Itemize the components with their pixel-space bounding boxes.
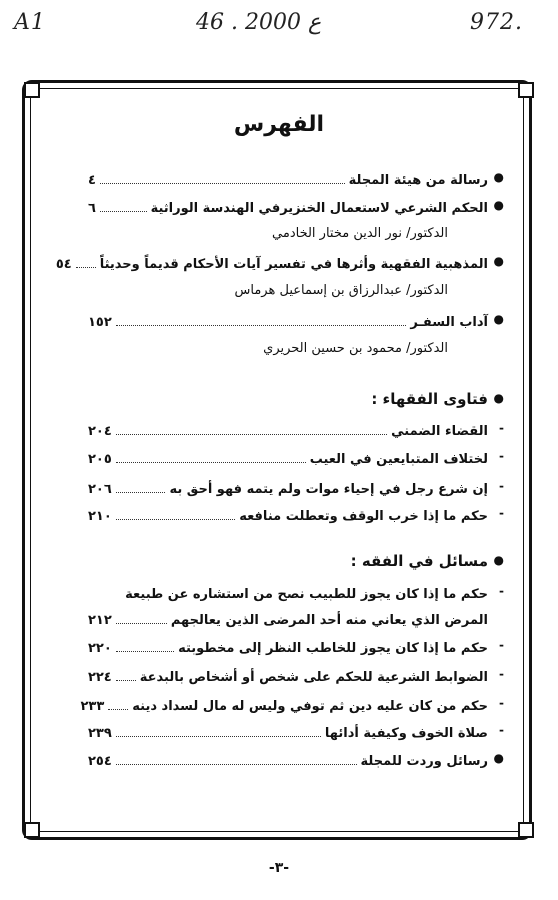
toc-entry-title: حكم ما إذا كان يجوز للطبيب نصح من استشاره عن طبيعة [125,587,488,602]
leader-dots [116,434,387,435]
leader-dots [100,211,147,212]
toc-entry-title: المذهبية الفقهية وأثرها في تفسير آيات الأحكام قديماً وحديثاً [99,257,488,272]
handwritten-code-middle: 46 . ع 2000 [196,10,322,35]
toc-entry [55,252,504,272]
dash-icon: - [499,421,504,435]
dash-icon: - [499,584,504,598]
border-corner-ornament [518,82,534,98]
leader-dots [116,764,357,765]
toc-entry [88,477,504,497]
dash-icon: - [499,723,504,737]
handwritten-code-right: 972. [470,10,523,35]
toc-entry-page: ٥٤ [55,257,72,272]
toc-entry [88,310,504,330]
toc-entry-title: رسائل وردت للمجلة [360,754,488,769]
toc-entry-title: إن شرع رجل في إحياء موات ولم يتمه فهو أحق به [169,482,488,497]
page-title: الفهرس [233,112,325,137]
toc-entry [88,419,504,439]
toc-entry [88,749,504,769]
toc-entry-page: ٦ [88,201,96,216]
toc-entry-title: حكم ما إذا كان يجوز للخاطب النظر إلى مخطوبته [178,641,488,656]
bullet-icon: ● [493,751,504,765]
dash-icon: - [499,638,504,652]
leader-dots [76,267,96,268]
toc-entry [88,608,488,628]
toc-entry-page: ٢٠٦ [88,482,112,497]
toc-entry-page: ٢٢٤ [87,670,112,685]
section-heading-masail: ● مسائل في الفقه : [350,552,504,570]
bullet-icon: ● [493,254,504,268]
toc-entry-title: الحكم الشرعي لاستعمال الخنزيرفي الهندسة الوراثية [150,201,488,216]
toc-entry-page: ٤ [88,173,96,188]
dash-icon: - [499,506,504,520]
leader-dots [116,462,306,463]
toc-entry-title: لختلاف المتبايعين في العيب [309,452,488,467]
toc-entry-title: حكم من كان عليه دين ثم توفي وليس له مال لسداد دينه [132,699,488,714]
toc-entry-page: ٢٣٣ [80,699,105,714]
toc-entry-page: ٢٥٤ [88,754,112,769]
leader-dots [116,492,166,493]
toc-entry [88,447,504,467]
leader-dots [116,651,174,652]
toc-entry-author: الدكتور/ محمود بن حسين الحريري [263,341,448,356]
toc-entry-author: الدكتور/ نور الدين مختار الخادمي [272,226,448,241]
bullet-icon: ● [493,553,504,567]
toc-entry-title: رسالة من هيئة المجلة [348,173,488,188]
toc-entry-title: القضاء الضمني [391,424,488,439]
toc-entry-title: الضوابط الشرعية للحكم على شخص أو أشخاص بالبدعة [139,670,488,685]
toc-entry-page: ٢١٠ [88,509,112,524]
toc-entry-page: ٢٠٥ [88,452,112,467]
dash-icon: - [499,696,504,710]
dash-icon: - [499,449,504,463]
leader-dots [116,623,167,624]
toc-entry-page: ١٥٢ [88,315,112,330]
handwritten-code-left: A1 [14,10,46,35]
bullet-icon: ● [493,312,504,326]
toc-entry-author: الدكتور/ عبدالرزاق بن إسماعيل هرماس [234,283,448,298]
toc-entry-title: آداب السفـر [410,315,488,330]
toc-entry-page: ٢٠٤ [88,424,112,439]
leader-dots [116,680,136,681]
toc-entry [88,196,504,216]
leader-dots [116,325,407,326]
leader-dots [100,183,345,184]
page-number: -٣- [268,860,290,876]
leader-dots [108,709,128,710]
bullet-icon: ● [493,198,504,212]
toc-entry [88,721,504,741]
dash-icon: - [499,667,504,681]
toc-entry-page: ٢٢٠ [88,641,112,656]
dash-icon: - [499,479,504,493]
section-heading-fatawa: ● فتاوى الفقهاء : [371,390,504,408]
border-corner-ornament [24,822,40,838]
toc-entry [88,504,504,524]
toc-entry-title: صلاة الخوف وكيفية أدائها [324,726,488,741]
bullet-icon: ● [493,170,504,184]
toc-entry [80,694,504,714]
toc-entry-title: المرض الذي يعاني منه أحد المرضى الذين يعالجهم [170,613,488,628]
toc-entry-title: حكم ما إذا خرب الوقف وتعطلت منافعه [239,509,488,524]
border-corner-ornament [518,822,534,838]
bullet-icon: ● [493,391,504,405]
leader-dots [116,736,321,737]
toc-entry [88,168,504,188]
toc-entry-first-line [88,582,504,602]
toc-entry [87,665,504,685]
border-corner-ornament [24,82,40,98]
toc-entry [88,636,504,656]
toc-entry-page: ٢٣٩ [88,726,112,741]
toc-entry-page: ٢١٢ [88,613,112,628]
leader-dots [116,519,235,520]
